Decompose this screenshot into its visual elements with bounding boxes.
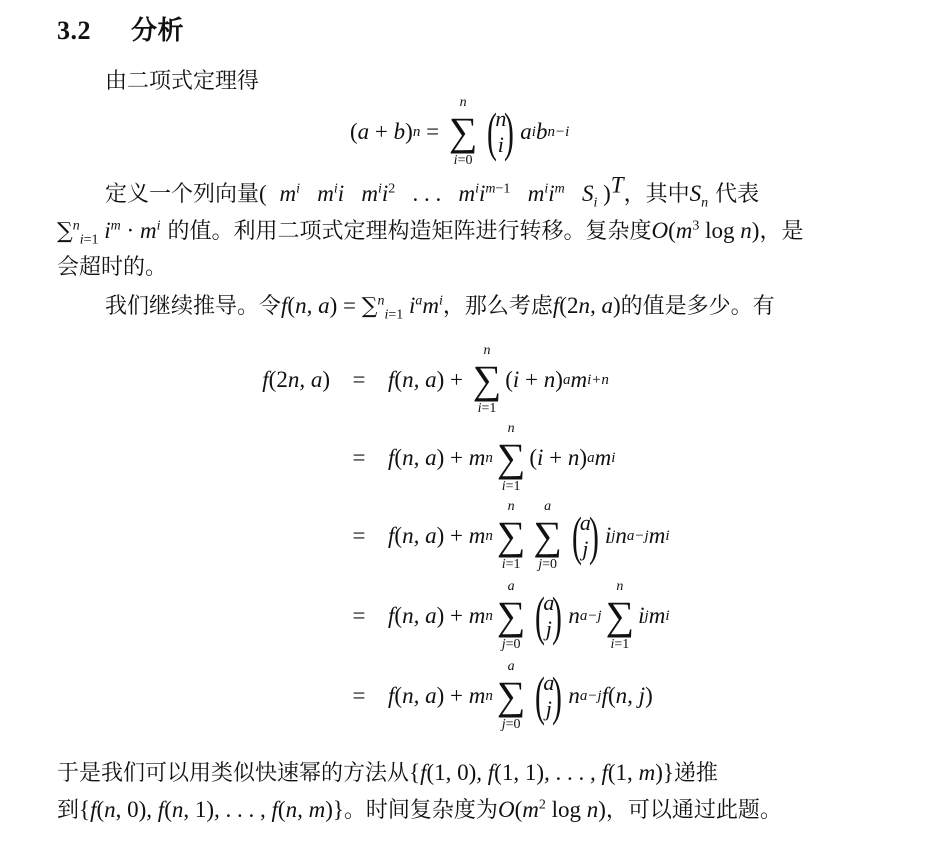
equation-binomial-theorem: ( a + b ) n = n ∑ i=0 ( n i ) a i b n−i — [350, 95, 570, 168]
text-segment: 的值是多少。有 — [620, 294, 775, 319]
text-segment: 代表 — [715, 182, 760, 207]
equation-derivation-aligned — [230, 340, 750, 740]
text-segment: 的值。利用二项式定理构造矩阵进行转移。复杂度 — [167, 219, 652, 244]
binomial-coefficient: ( n i ) — [487, 102, 515, 162]
text-segment: 递推 — [673, 761, 718, 786]
intro-text: 由二项式定理得 — [105, 69, 260, 94]
paragraph-vector-definition-line2: ∑$^n_{i=1}$ $i^m \cdot m^i$ 的值。利用二项式定理构造矩阵进行转移。复杂度$O(m^3$ log n)，是 — [57, 218, 804, 248]
text-segment: 。时间复杂度为 — [343, 798, 498, 823]
derivation-line-2: = f ( n, a ) + m n n ∑ i=1 ( i + n ) a m i — [352, 421, 616, 494]
text-segment: 于是我们可以用类似快速幂的方法从 — [57, 761, 410, 786]
paragraph-conclusion: 于是我们可以用类似快速幂的方法从{f(1, 0), f(1, 1), . . . , f(1, m)}递推 — [57, 760, 718, 786]
derivation-line-5: = f ( n, a ) + m n a ∑ j=0 ( a j ) n a−j f ( n, j ) — [352, 659, 653, 732]
text-segment: ，是 — [759, 219, 804, 244]
text-segment: ，可以通过此题。 — [605, 798, 782, 823]
summation-symbol: n ∑ i=0 — [448, 95, 478, 168]
paragraph-vector-definition: 定义一个列向量( $m^i$ $m^ii$ $m^ii^2$ . . . $m^ii^{m-1}$ $m^ii^m$ $S_i$ )$^T$，其中$S_n$ 代表 — [105, 172, 760, 211]
vector-entries: $m^i$ $m^ii$ $m^ii^2$ . . . $m^ii^{m-1}$ $m^ii^m$ $S_i$ — [273, 181, 598, 211]
paragraph-binomial-intro — [105, 67, 259, 97]
section-number: 3.2 — [57, 16, 91, 45]
paragraph-vector-definition-line3 — [57, 253, 167, 283]
derivation-line-4: = f ( n, a ) + m n a ∑ j=0 ( a j ) n a−j n ∑ i=1 i j m i — [352, 579, 670, 652]
derivation-line-3: = f ( n, a ) + m n n ∑ i=1 a ∑ j=0 ( a j ) i j n a−j m i — [352, 499, 670, 572]
section-title: 分析 — [131, 16, 185, 46]
text-segment: 会超时的。 — [57, 255, 168, 280]
text-segment: 我们继续推导。令 — [105, 294, 282, 319]
paragraph-conclusion-line2: 到{f(n, 0), f(n, 1), . . . , f(n, m)}。时间复杂度为$O(m^2$ log n)，可以通过此题。 — [57, 797, 782, 823]
text-segment: ，那么考虑 — [442, 294, 553, 319]
derivation-line-1: f(2n, a) = f ( n, a ) + n ∑ i=1 ( i + n ) a m i+n — [262, 343, 609, 416]
text-segment: ，其中 — [623, 182, 690, 207]
text-segment: 到 — [57, 798, 80, 823]
paragraph-derivation-intro: 我们继续推导。令f(n, a) = ∑$^n_{i=1}$ $i^am^i$，那么考虑f(2n, a)的值是多少。有 — [105, 293, 775, 323]
section-heading — [57, 10, 184, 47]
text-segment: 定义一个列向量 — [105, 182, 260, 207]
